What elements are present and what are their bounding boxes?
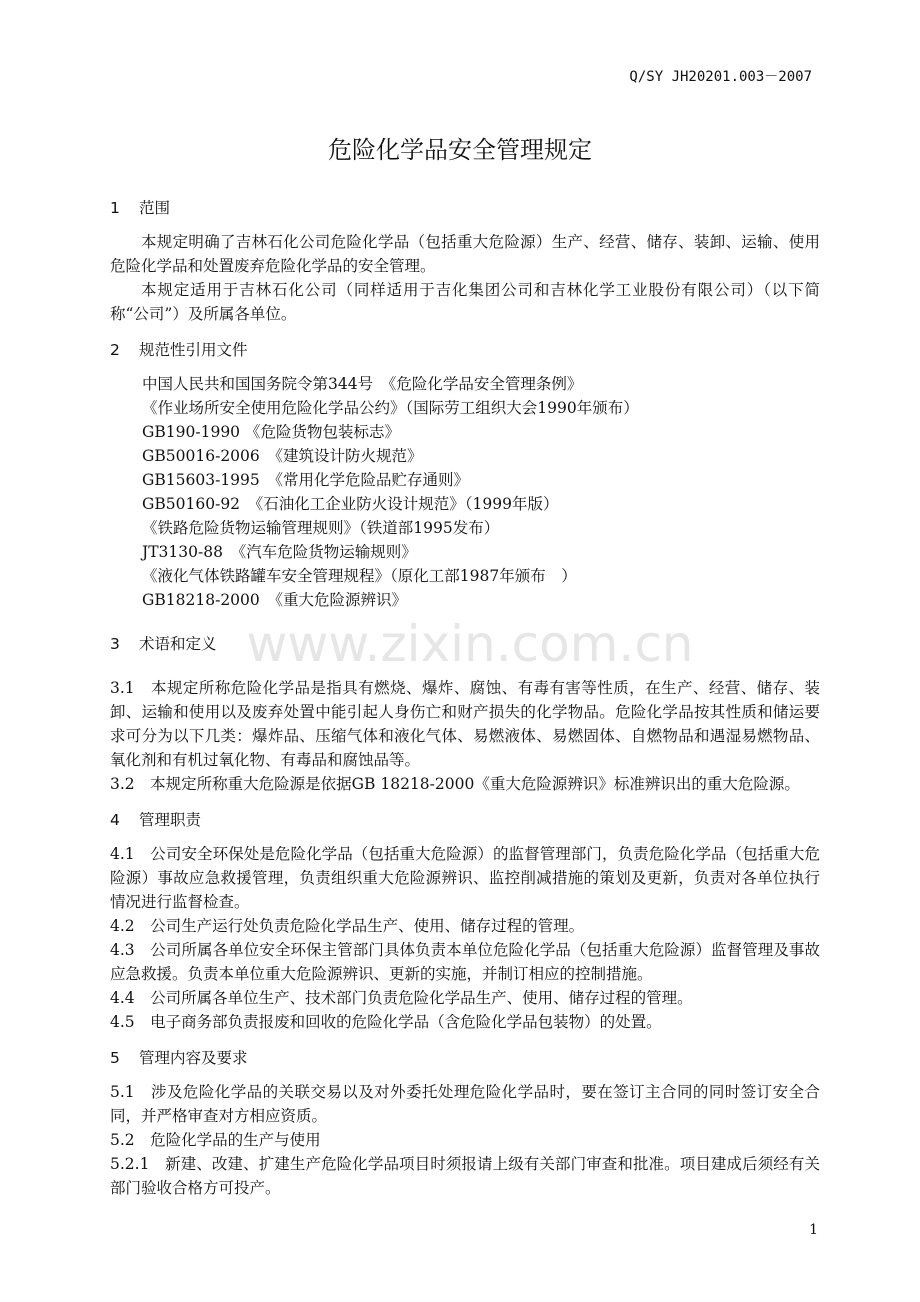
section-heading: [110, 808, 820, 832]
paragraph: 4.2 公司生产运行处负责危险化学品生产、使用、储存过程的管理。: [110, 917, 585, 935]
reference-item: GB15603-1995 《常用化学危险品贮存通则》: [142, 471, 470, 489]
paragraph: 5.2.1 新建、改建、扩建生产危险化学品项目时须报请上级有关部门审查和批准。项目建成后须经有关部门验收合格方可投产。: [110, 1155, 820, 1197]
document-body: [110, 184, 820, 1242]
page-number: 1: [809, 1222, 818, 1238]
section-heading-text: [110, 632, 216, 656]
section-number: 3: [110, 635, 120, 653]
section-heading: [110, 1046, 820, 1070]
paragraph: 4.5 电子商务部负责报废和回收的危险化学品（含危险化学品包装物）的处置。: [110, 1013, 662, 1031]
reference-item: GB50016-2006 《建筑设计防火规范》: [142, 447, 423, 465]
reference-item: JT3130-88 《汽车危险货物运输规则》: [142, 543, 417, 561]
reference-item: GB50160-92 《石油化工企业防火设计规范》（1999年版）: [142, 495, 559, 513]
paragraph: 5.1 涉及危险化学品的关联交易以及对外委托处理危险化学品时，要在签订主合同的同时签订安全合同，并严格审查对方相应资质。: [110, 1083, 820, 1125]
document-title: 危险化学品安全管理规定: [328, 136, 592, 164]
section-number: 4: [110, 811, 120, 829]
section-title: 管理内容及要求: [138, 1049, 248, 1067]
section-heading: [110, 196, 820, 220]
section-title: 范围: [138, 199, 170, 217]
watermark: www.zixin.com.cn: [246, 615, 694, 673]
section-title: 规范性引用文件: [138, 341, 248, 359]
paragraph: 本规定适用于吉林石化公司（同样适用于吉化集团公司和吉林化学工业股份有限公司）（以下简称“公司”）及所属各单位。: [110, 281, 820, 323]
section-title: 术语和定义: [138, 635, 217, 653]
paragraph: 4.4 公司所属各单位生产、技术部门负责危险化学品生产、使用、储存过程的管理。: [110, 989, 693, 1007]
paragraph: 3.2 本规定所称重大危险源是依据GB 18218-2000《重大危险源辨识》标准辨识出的重大危险源。: [110, 775, 800, 793]
paragraph: 本规定明确了吉林石化公司危险化学品（包括重大危险源）生产、经营、储存、装卸、运输、使用危险化学品和处置废弃危险化学品的安全管理。: [110, 233, 820, 275]
section-number: 1: [110, 199, 120, 217]
reference-item: GB18218-2000 《重大危险源辨识》: [142, 591, 408, 609]
section-heading: [110, 616, 820, 672]
paragraph: 3.1 本规定所称危险化学品是指具有燃烧、爆炸、腐蚀、有毒有害等性质，在生产、经营、储存、装卸、运输和使用以及废弃处置中能引起人身伤亡和财产损失的化学物品。危险化学品按其性质和储运要求可分为以下几类：爆炸品、压缩气体和液化气体、易燃液体、易燃固体、自燃物品和遇湿易燃物品、氧化剂和有机过氧化物、有毒品和腐蚀品等。: [110, 679, 820, 769]
paragraph: 5.2 危险化学品的生产与使用: [110, 1131, 321, 1149]
reference-item: 《作业场所安全使用危险化学品公约》（国际劳工组织大会1990年颁布）: [142, 399, 639, 417]
reference-item: GB190-1990 《危险货物包装标志》: [142, 423, 400, 441]
section-heading: [110, 338, 820, 362]
section-number: 5: [110, 1049, 120, 1067]
section-title: 管理职责: [138, 811, 201, 829]
section-number: 2: [110, 341, 120, 359]
reference-item: 《液化气体铁路罐车安全管理规程》（原化工部1987年颁布 ）: [142, 567, 577, 585]
reference-item: 中国人民共和国国务院令第344号 《危险化学品安全管理条例》: [142, 375, 583, 393]
reference-item: 《铁路危险货物运输管理规则》（铁道部1995发布）: [142, 519, 500, 537]
standard-code: Q/SY JH20201.003－2007: [629, 69, 812, 85]
paragraph: 4.1 公司安全环保处是危险化学品（包括重大危险源）的监督管理部门，负责危险化学品（包括重大危险源）事故应急救援管理，负责组织重大危险源辨识、监控削减措施的策划及更新，负责对各单位执行情况进行监督检查。: [110, 845, 820, 911]
paragraph: 4.3 公司所属各单位安全环保主管部门具体负责本单位危险化学品（包括重大危险源）监督管理及事故应急救援。负责本单位重大危险源辨识、更新的实施，并制订相应的控制措施。: [110, 941, 820, 983]
